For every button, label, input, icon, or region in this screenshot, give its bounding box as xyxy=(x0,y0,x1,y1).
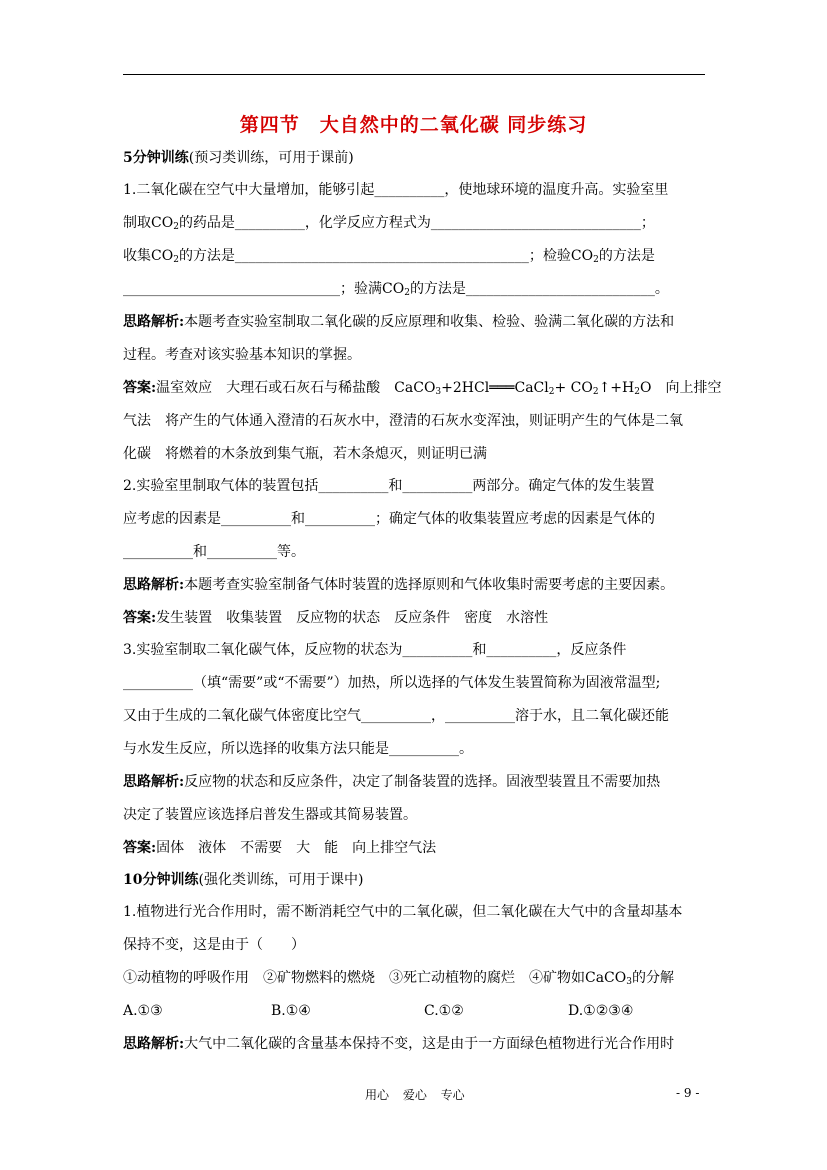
question-line: 2.实验室里制取气体的装置包括__________和__________两部分。确定气体的发生装置 xyxy=(123,478,655,494)
question-line: ①动植物的呼吸作用 ②矿物燃料的燃烧 ③死亡动植物的腐烂 ④矿物如CaCO$_3$的分解 xyxy=(123,970,674,987)
question-line: 1.植物进行光合作用时，需不断消耗空气中的二氧化碳，但二氧化碳在大气中的含量却基本 xyxy=(123,904,683,920)
option-c: C.①② xyxy=(424,1003,464,1019)
analysis-line: 思路解析:本题考查实验室制取二氧化碳的反应原理和收集、检验、验满二氧化碳的方法和 xyxy=(123,314,675,330)
option-a: A.①③ xyxy=(123,1003,163,1019)
question-line: 收集$CO_2$的方法是__________________________________________；检验$CO_2$的方法是 xyxy=(123,248,655,265)
question-line: 应考虑的因素是__________和__________；确定气体的收集装置应考虑的因素是气体的 xyxy=(123,511,655,527)
analysis-line: 思路解析:大气中二氧化碳的含量基本保持不变，这是由于一方面绿色植物进行光合作用时 xyxy=(123,1036,675,1052)
question-line: 保持不变，这是由于（ ） xyxy=(123,937,305,953)
document-body xyxy=(123,148,722,1067)
option-b: B.①④ xyxy=(271,1003,311,1019)
footer-motto: 用心 爱心 专心 xyxy=(365,1088,465,1102)
question-line: _______________________________；验满$CO_2$的方法是___________________________。 xyxy=(123,281,669,298)
question-line: 制取$CO_2$的药品是__________，化学反应方程式为______________________________； xyxy=(123,215,655,232)
question-line: 1.二氧化碳在空气中大量增加，能够引起__________，使地球环境的温度升高。实验室里 xyxy=(123,182,669,198)
page-title: 第四节 大自然中的二氧化碳 同步练习 xyxy=(239,114,588,136)
analysis-line: 过程。考查对该实验基本知识的掌握。 xyxy=(123,347,361,363)
page-number: - 9 - xyxy=(676,1086,700,1100)
question-line: 3.实验室制取二氧化碳气体，反应物的状态为__________和__________，反应条件 xyxy=(123,642,627,658)
header-rule xyxy=(123,74,705,75)
section-heading: 5分钟训练(预习类训练，可用于课前) xyxy=(123,150,354,166)
answer-line: 答案:温室效应 大理石或石灰石与稀盐酸 CaCO$_3$+2HCl═══CaCl$_2$+ $CO_2↑+H_2O$ 向上排空 xyxy=(123,380,722,397)
question-line: __________（填“需要”或“不需要”）加热，所以选择的气体发生装置简称为固液常温型; xyxy=(123,675,661,691)
answer-line: 答案:固体 液体 不需要 大 能 向上排空气法 xyxy=(123,840,437,856)
analysis-line: 思路解析:本题考查实验室制备气体时装置的选择原则和气体收集时需要考虑的主要因素。 xyxy=(123,577,675,593)
question-line: 又由于生成的二氧化碳气体密度比空气__________，__________溶于水，且二氧化碳还能 xyxy=(123,708,669,724)
analysis-line: 决定了装置应该选择启普发生器或其简易装置。 xyxy=(123,807,417,823)
option-d: D.①②③④ xyxy=(568,1003,634,1019)
analysis-line: 思路解析:反应物的状态和反应条件，决定了制备装置的选择。固液型装置且不需要加热 xyxy=(123,774,661,790)
options-line xyxy=(123,1001,713,1034)
answer-line: 气法 将产生的气体通入澄清的石灰水中，澄清的石灰水变浑浊，则证明产生的气体是二氧 xyxy=(123,413,683,429)
question-line: __________和__________等。 xyxy=(123,544,305,560)
answer-line: 化碳 将燃着的木条放到集气瓶，若木条熄灭，则证明已满 xyxy=(123,446,487,462)
section-heading: 10分钟训练(强化类训练，可用于课中) xyxy=(123,872,364,888)
answer-line: 答案:发生装置 收集装置 反应物的状态 反应条件 密度 水溶性 xyxy=(123,610,549,626)
question-line: 与水发生反应，所以选择的收集方法只能是__________。 xyxy=(123,741,473,757)
